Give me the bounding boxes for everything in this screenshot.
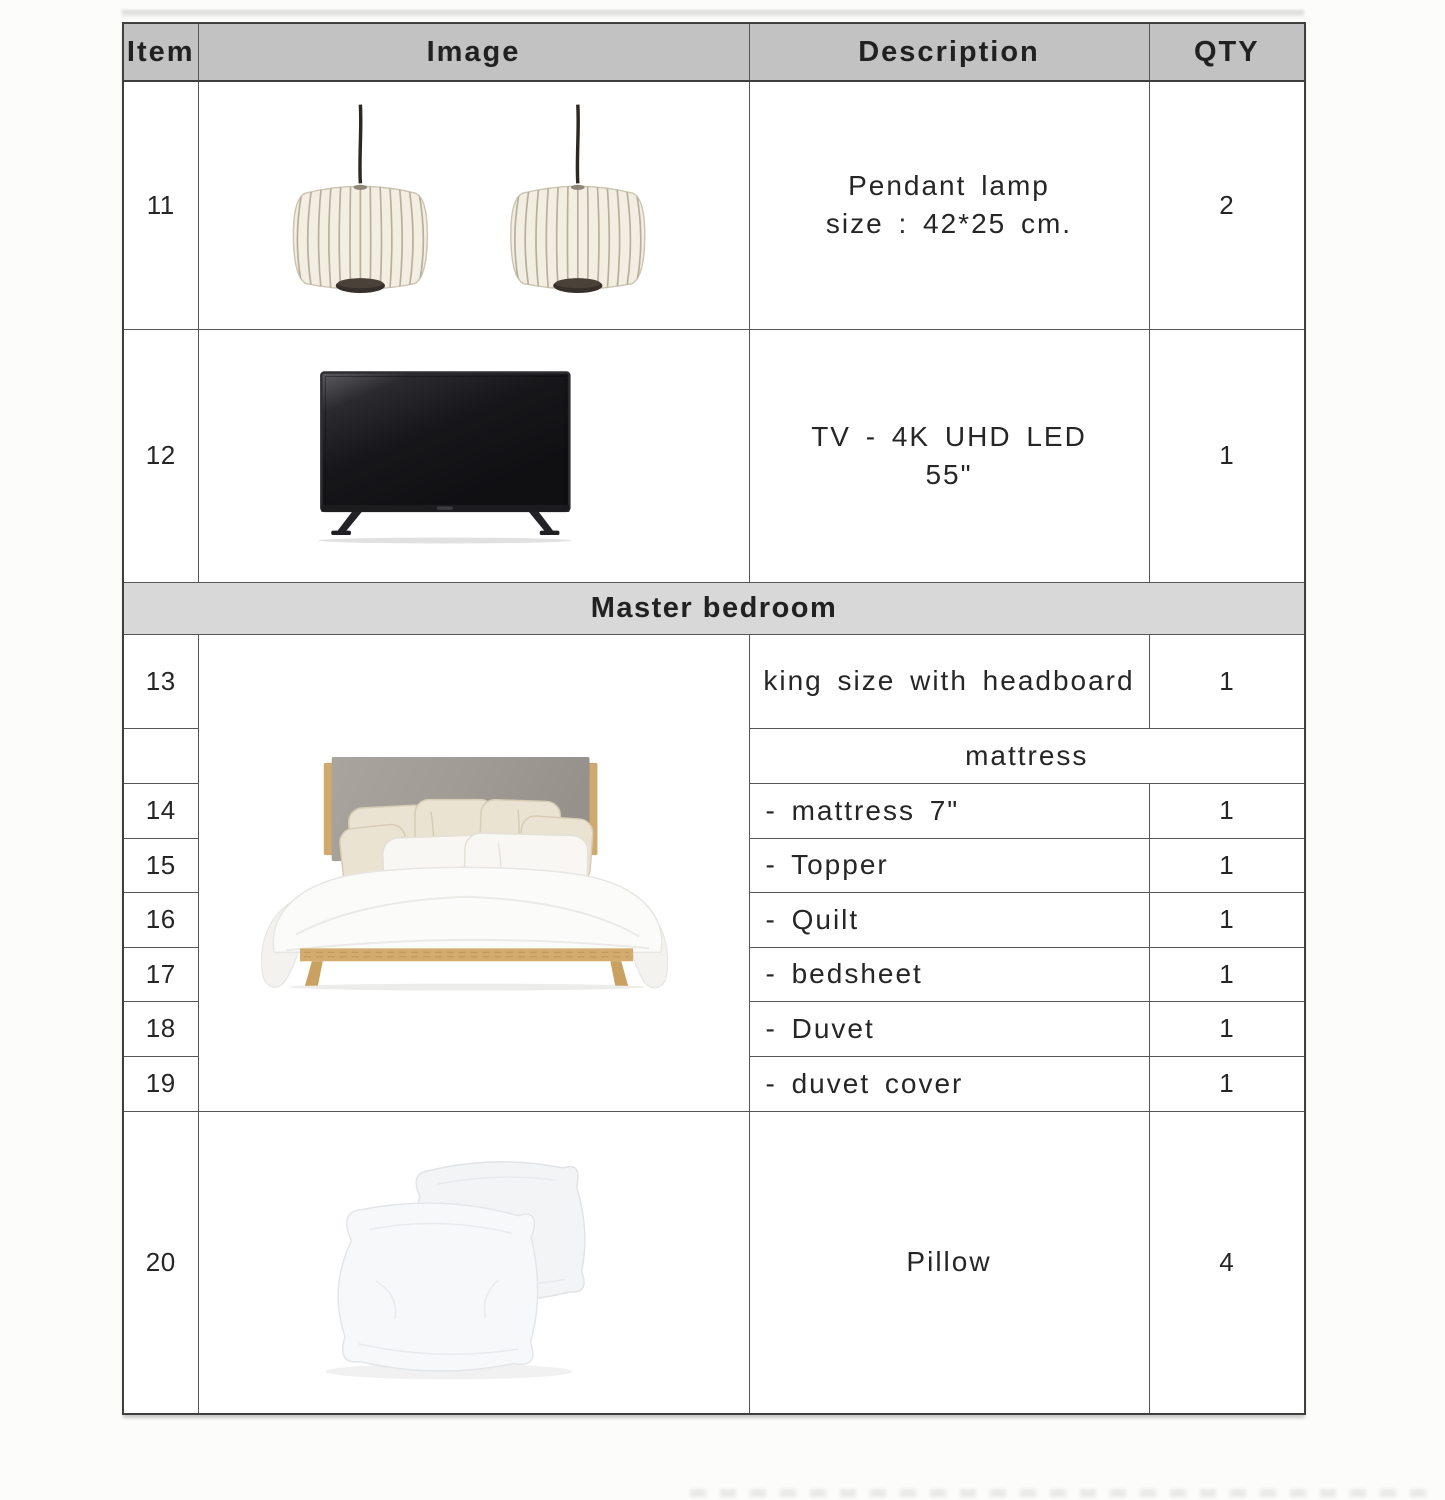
table-row (123, 634, 1305, 728)
item-number: 16 (123, 892, 198, 947)
qty-value: 4 (1149, 1111, 1305, 1414)
item-number: 20 (123, 1111, 198, 1414)
description-cell: - Duvet (749, 1001, 1149, 1056)
pillows-icon (200, 1113, 748, 1412)
mattress-subheader: mattress (749, 728, 1305, 783)
qty-value: 1 (1149, 634, 1305, 728)
qty-value: 2 (1149, 81, 1305, 329)
description-cell (749, 329, 1149, 582)
qty-value: 1 (1149, 1001, 1305, 1056)
col-header-item: Item (123, 23, 198, 81)
pillow-image-cell (198, 1111, 749, 1414)
item-number: 18 (123, 1001, 198, 1056)
description-cell: - duvet cover (749, 1056, 1149, 1111)
item-number: 12 (123, 329, 198, 582)
col-header-description: Description (749, 23, 1149, 81)
pendant-lamps-icon (200, 83, 748, 327)
table-header-row (123, 23, 1305, 81)
item-number: 19 (123, 1056, 198, 1111)
qty-value: 1 (1149, 329, 1305, 582)
qty-value: 1 (1149, 783, 1305, 838)
table-row (123, 1111, 1305, 1414)
item-number: 13 (123, 634, 198, 728)
description-line2: size : 42*25 cm. (825, 208, 1073, 240)
tv-image-cell (198, 329, 749, 582)
description-cell: - Topper (749, 838, 1149, 892)
section-header-row (123, 582, 1305, 634)
item-number: 17 (123, 947, 198, 1001)
ffe-spec-table (122, 22, 1306, 1415)
qty-value: 1 (1149, 947, 1305, 1001)
item-number-empty (123, 728, 198, 783)
item-number: 11 (123, 81, 198, 329)
qty-value: 1 (1149, 892, 1305, 947)
description-cell (749, 81, 1149, 329)
scan-artifact-bottom (690, 1489, 1430, 1497)
description-line2: 55" (925, 458, 973, 490)
pendant-lamp-image-cell (198, 81, 749, 329)
section-title: Master bedroom (123, 582, 1305, 634)
description-line1: Pendant lamp (848, 170, 1050, 202)
description-cell: - mattress 7" (749, 783, 1149, 838)
bed-image-cell (198, 634, 749, 1111)
tv-icon (200, 331, 748, 580)
description-cell: - Quilt (749, 892, 1149, 947)
description-cell: Pillow (749, 1111, 1149, 1414)
description-cell: king size with headboard (749, 634, 1149, 728)
scan-artifact-top (122, 10, 1304, 17)
description-line1: TV - 4K UHD LED (811, 420, 1087, 452)
col-header-qty: QTY (1149, 23, 1305, 81)
col-header-image: Image (198, 23, 749, 81)
description-cell: - bedsheet (749, 947, 1149, 1001)
item-number: 15 (123, 838, 198, 892)
table-row (123, 329, 1305, 582)
bed-icon (200, 637, 748, 1109)
qty-value: 1 (1149, 838, 1305, 892)
qty-value: 1 (1149, 1056, 1305, 1111)
item-number: 14 (123, 783, 198, 838)
table-row (123, 81, 1305, 329)
